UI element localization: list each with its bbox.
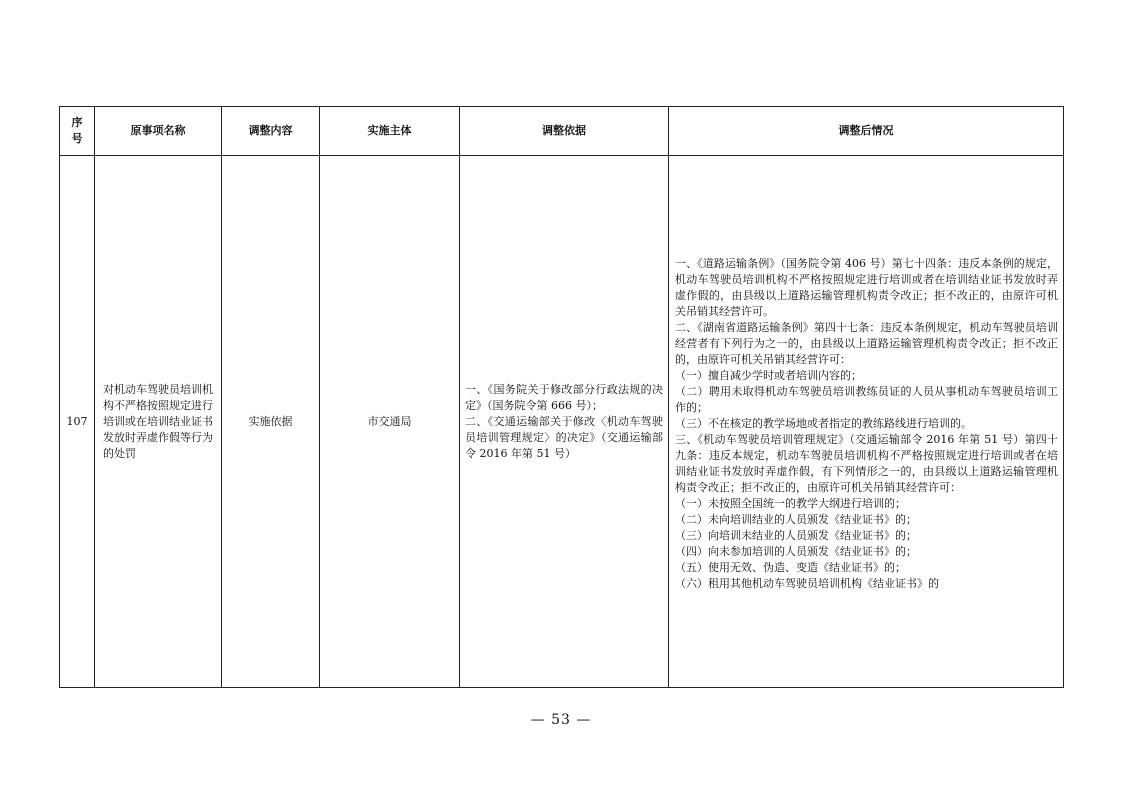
header-serial-line1: 序 (71, 116, 83, 129)
result-paragraph: 一、《道路运输条例》（国务院令第 406 号）第七十四条：违反本条例的规定，机动车驾驶员培训机构不严格按照规定进行培训或者在培训结业证书发放时弄虚作假的，由县级以上道路运输管理机构责令改正；拒不改正的，由原许可机关吊销其经营许可。 (675, 257, 1058, 318)
result-paragraph: （二）聘用未取得机动车驾驶员培训教练员证的人员从事机动车驾驶员培训工作的； (675, 385, 1058, 414)
result-paragraph: （三）不在核定的教学场地或者指定的教练路线进行培训的。 (675, 417, 972, 430)
row-implementing-entity: 市交通局 (320, 156, 460, 688)
header-adjusted-status: 调整后情况 (669, 107, 1064, 156)
header-item-name: 原事项名称 (95, 107, 222, 156)
row-adjusted-status (669, 156, 1064, 688)
table-row (60, 156, 1064, 688)
page-number: — 53 — (530, 712, 592, 728)
row-adjustment-content: 实施依据 (222, 156, 320, 688)
header-implementing-entity: 实施主体 (320, 107, 460, 156)
adjustment-table (59, 106, 1064, 688)
header-serial-line2: 号 (71, 132, 83, 145)
row-serial-number: 107 (60, 156, 95, 688)
table-header-row (60, 107, 1064, 156)
row-adjustment-basis (460, 156, 669, 688)
result-paragraph: （一）擅自减少学时或者培训内容的； (675, 369, 862, 382)
result-paragraph: （三）向培训未结业的人员颁发《结业证书》的； (675, 529, 917, 542)
result-paragraph: （六）租用其他机动车驾驶员培训机构《结业证书》的 (675, 577, 939, 590)
result-paragraph: （二）未向培训结业的人员颁发《结业证书》的； (675, 513, 917, 526)
result-paragraph: 二、《湖南省道路运输条例》第四十七条：违反本条例规定，机动车驾驶员培训经营者有下列行为之一的，由县级以上道路运输管理机构责令改正；拒不改正的，由原许可机关吊销其经营许可： (675, 321, 1058, 366)
result-paragraph: （五）使用无效、伪造、变造《结业证书》的； (675, 561, 906, 574)
header-adjustment-basis: 调整依据 (460, 107, 669, 156)
basis-paragraph: 二、《交通运输部关于修改〈机动车驾驶员培训管理规定〉的决定》（交通运输部令 2016 年第 51 号） (465, 414, 663, 460)
result-paragraph: 三、《机动车驾驶员培训管理规定》（交通运输部令 2016 年第 51 号）第四十九条：违反本规定，机动车驾驶员培训机构不严格按照规定进行培训或者在培训结业证书发放时弄虚作假，有下列情形之一的，由县级以上道路运输管理机构责令改正；拒不改正的，由原许可机关吊销其经营许可： (675, 433, 1058, 494)
header-serial-number (60, 107, 95, 156)
basis-paragraph: 一、《国务院关于修改部分行政法规的决定》（国务院令第 666 号）； (465, 382, 663, 412)
result-paragraph: （四）向未参加培训的人员颁发《结业证书》的； (675, 545, 917, 558)
result-paragraph: （一）未按照全国统一的教学大纲进行培训的； (675, 497, 906, 510)
row-item-name: 对机动车驾驶员培训机构不严格按照规定进行培训或在培训结业证书发放时弄虚作假等行为的处罚 (95, 156, 222, 688)
header-adjustment-content: 调整内容 (222, 107, 320, 156)
